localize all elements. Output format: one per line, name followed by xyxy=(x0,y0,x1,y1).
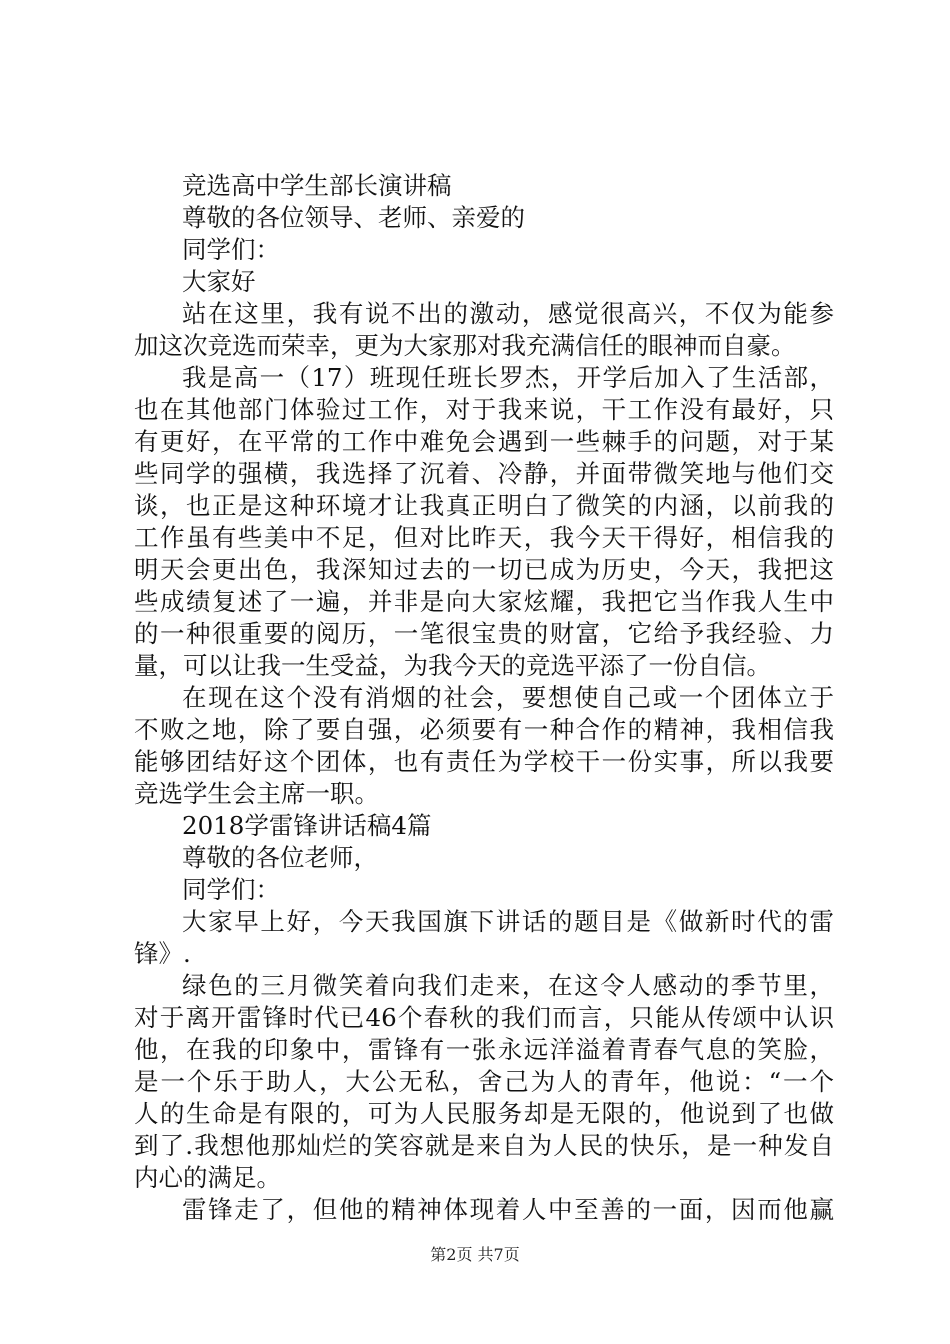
paragraph-line: 是一个乐于助人，大公无私，舍己为人的青年，他说：“一个 xyxy=(134,1067,834,1096)
paragraph-line: 谈，也正是这种环境才让我真正明白了微笑的内涵，以前我的 xyxy=(134,491,834,520)
paragraph-line: 锋》. xyxy=(134,939,191,968)
document-body xyxy=(134,170,834,1226)
salutation-line: 同学们： xyxy=(182,235,280,264)
paragraph-line: 不败之地，除了要自强，必须要有一种合作的精神，我相信我 xyxy=(134,715,834,744)
page-footer: 第2页 共7页 xyxy=(430,1245,520,1264)
doc-title: 竞选高中学生部长演讲稿 xyxy=(182,171,452,200)
paragraph-line: 加这次竞选而荣幸，更为大家那对我充满信任的眼神而自豪。 xyxy=(134,331,796,360)
greeting-line: 大家好 xyxy=(182,267,256,296)
paragraph-line: 明天会更出色，我深知过去的一切已成为历史，今天，我把这 xyxy=(134,555,834,584)
paragraph-line: 也在其他部门体验过工作，对于我来说，干工作没有最好，只 xyxy=(134,395,834,424)
paragraph-line: 绿色的三月微笑着向我们走来，在这令人感动的季节里， xyxy=(182,971,834,1000)
paragraph-line: 些同学的强横，我选择了沉着、冷静，并面带微笑地与他们交 xyxy=(134,459,834,488)
paragraph-line: 大家早上好，今天我国旗下讲话的题目是《做新时代的雷 xyxy=(182,907,834,936)
paragraph-line: 站在这里，我有说不出的激动，感觉很高兴，不仅为能参 xyxy=(182,299,834,328)
section-title: 2018学雷锋讲话稿4篇 xyxy=(182,811,432,840)
salutation-line: 同学们： xyxy=(182,875,280,904)
salutation-line: 尊敬的各位老师， xyxy=(182,843,378,872)
paragraph-line: 到了.我想他那灿烂的笑容就是来自为人民的快乐，是一种发自 xyxy=(134,1131,834,1160)
paragraph-line: 他，在我的印象中，雷锋有一张永远洋溢着青春气息的笑脸， xyxy=(134,1035,834,1064)
paragraph-line: 能够团结好这个团体，也有责任为学校干一份实事，所以我要 xyxy=(134,747,834,776)
paragraph-line: 人的生命是有限的，可为人民服务却是无限的，他说到了也做 xyxy=(134,1099,834,1128)
paragraph-line: 量，可以让我一生受益，为我今天的竞选平添了一份自信。 xyxy=(134,651,771,680)
paragraph-line: 对于离开雷锋时代已46个春秋的我们而言，只能从传颂中认识 xyxy=(134,1003,834,1032)
paragraph-line: 我是高一（17）班现任班长罗杰，开学后加入了生活部， xyxy=(182,363,834,392)
paragraph-line: 竞选学生会主席一职。 xyxy=(134,779,379,808)
paragraph-line: 内心的满足。 xyxy=(134,1163,281,1192)
paragraph-line: 有更好，在平常的工作中难免会遇到一些棘手的问题，对于某 xyxy=(134,427,834,456)
paragraph-line: 在现在这个没有消烟的社会，要想使自己或一个团体立于 xyxy=(182,683,834,712)
salutation-line: 尊敬的各位领导、老师、亲爱的 xyxy=(182,203,525,232)
paragraph-line: 些成绩复述了一遍，并非是向大家炫耀，我把它当作我人生中 xyxy=(134,587,834,616)
paragraph-line: 雷锋走了，但他的精神体现着人中至善的一面，因而他赢 xyxy=(182,1195,834,1224)
paragraph-line: 工作虽有些美中不足，但对比昨天，我今天干得好，相信我的 xyxy=(134,523,834,552)
paragraph-line: 的一种很重要的阅历，一笔很宝贵的财富，它给予我经验、力 xyxy=(134,619,834,648)
